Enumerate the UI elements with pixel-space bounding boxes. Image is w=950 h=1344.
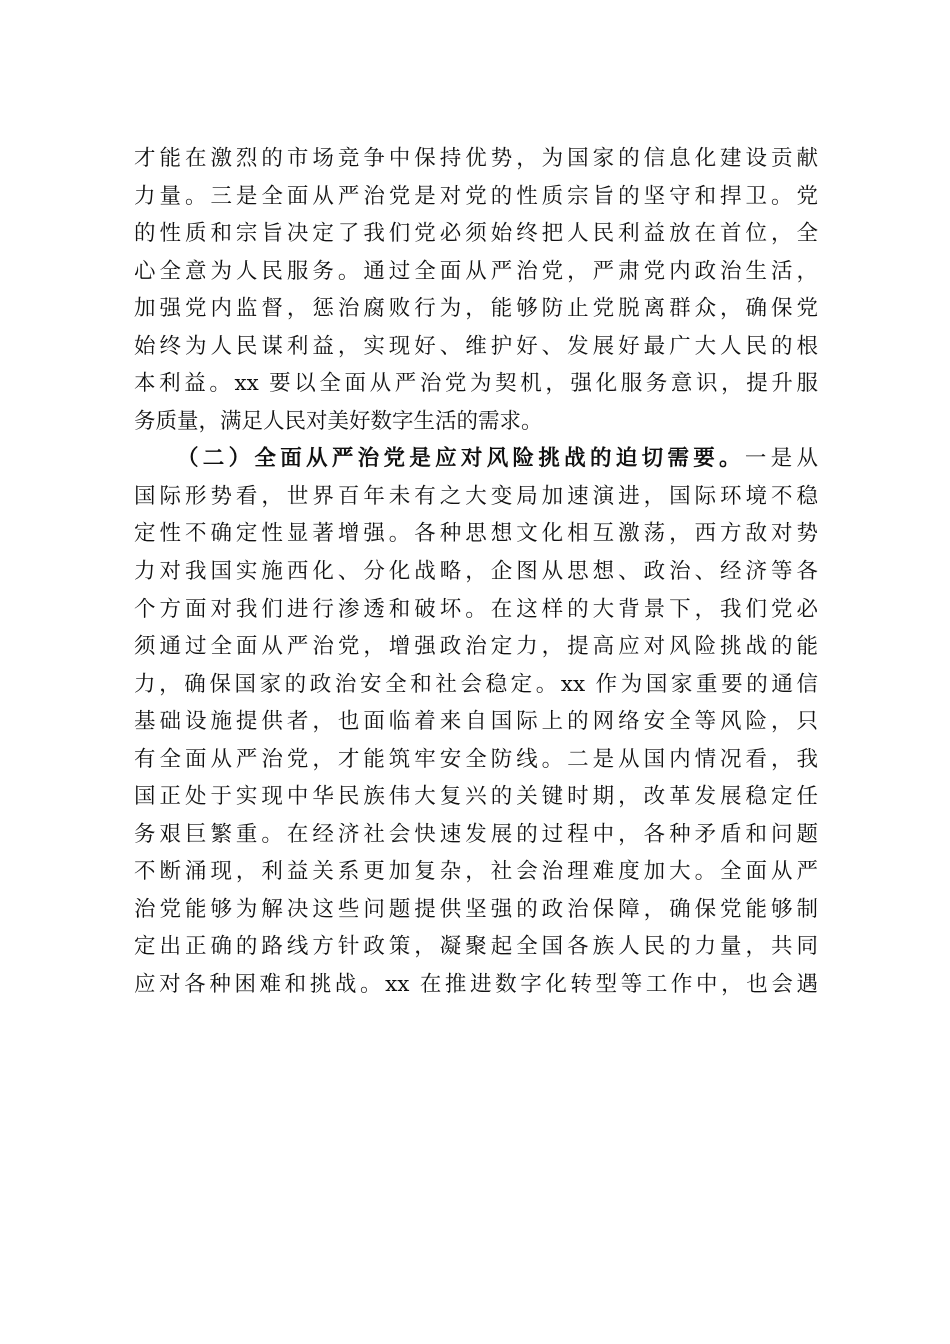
- text-line: 心全意为人民服务。通过全面从严治党，严肃党内政治生活，: [134, 258, 818, 284]
- text-line: 基础设施提供者，也面临着来自国际上的网络安全等风险，只: [134, 709, 818, 735]
- text-line: 力对我国实施西化、分化战略，企图从思想、政治、经济等各: [134, 559, 818, 585]
- section-heading: （二）全面从严治党是应对风险挑战的迫切需要。: [177, 446, 745, 472]
- body-text: [134, 140, 818, 1004]
- text-line: 定性不确定性显著增强。各种思想文化相互激荡，西方敌对势: [134, 521, 818, 547]
- text-line: 治党能够为解决这些问题提供坚强的政治保障，确保党能够制: [134, 896, 818, 922]
- paragraph-heading-line: [134, 440, 818, 478]
- text-line: 务质量，满足人民对美好数字生活的需求。: [134, 408, 543, 434]
- heading-line-continuation: 一是从: [744, 446, 818, 472]
- text-line: 才能在激烈的市场竞争中保持优势，为国家的信息化建设贡献: [134, 146, 818, 171]
- text-line: 定出正确的路线方针政策，凝聚起全国各族人民的力量，共同: [134, 934, 818, 960]
- text-line: 不断涌现，利益关系更加复杂，社会治理难度加大。全面从严: [134, 859, 818, 885]
- text-line: 国际形势看，世界百年未有之大变局加速演进，国际环境不稳: [134, 483, 818, 509]
- text-line: 力量。三是全面从严治党是对党的性质宗旨的坚守和捍卫。党: [134, 183, 818, 209]
- text-line: 应对各种困难和挑战。xx 在推进数字化转型等工作中，也会遇: [134, 972, 818, 998]
- text-line: 本利益。xx 要以全面从严治党为契机，强化服务意识，提升服: [134, 371, 818, 397]
- text-line: 务艰巨繁重。在经济社会快速发展的过程中，各种矛盾和问题: [134, 821, 818, 847]
- paragraph-1: [134, 140, 818, 440]
- text-line: 有全面从严治党，才能筑牢安全防线。二是从国内情况看，我: [134, 746, 818, 772]
- text-line: 须通过全面从严治党，增强政治定力，提高应对风险挑战的能: [134, 634, 818, 660]
- paragraph-2: [134, 440, 818, 1003]
- text-line: 国正处于实现中华民族伟大复兴的关键时期，改革发展稳定任: [134, 784, 818, 810]
- text-line: 个方面对我们进行渗透和破坏。在这样的大背景下，我们党必: [134, 596, 818, 622]
- text-line: 的性质和宗旨决定了我们党必须始终把人民利益放在首位，全: [134, 221, 818, 247]
- text-line: 加强党内监督，惩治腐败行为，能够防止党脱离群众，确保党: [134, 296, 818, 322]
- text-line: 始终为人民谋利益，实现好、维护好、发展好最广大人民的根: [134, 333, 818, 359]
- text-line: 力，确保国家的政治安全和社会稳定。xx 作为国家重要的通信: [134, 671, 818, 697]
